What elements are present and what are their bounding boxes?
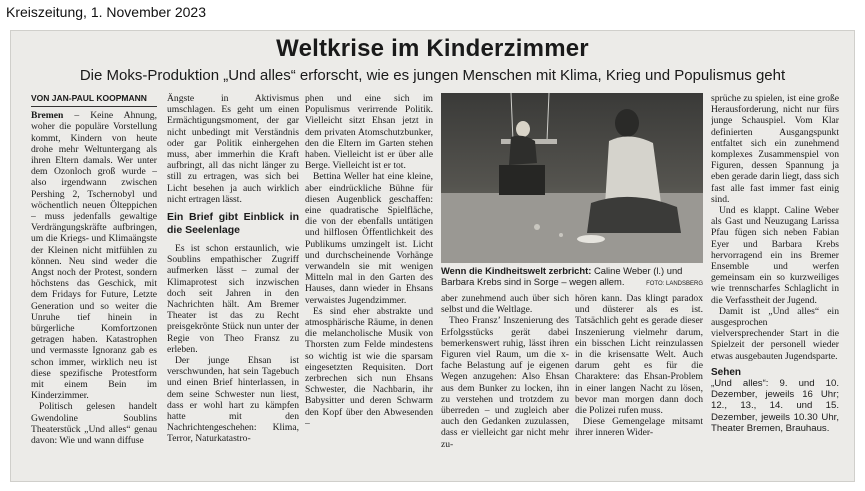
newspaper-source-label: Kreiszeitung, 1. November 2023 [6,4,206,20]
dateline: Bremen [31,110,64,122]
article-column-2 [167,93,299,479]
paragraph: sprüche zu spielen, ist eine große Herausforderung, nicht nur fürs junge Schauspiel. Vom Klar definierten Ausgangspunkt entfaltet sich ein zunehmend komplexes Zusammenspiel von Figuren, dessen Spannung ja eben gerade darin liegt, dass sich fast alle fast immer fast einig sind. [711,93,839,205]
article-column-1 [31,93,157,479]
article-headline: Weltkrise im Kinderzimmer [276,35,589,62]
article-column-3 [305,93,433,479]
paragraph: Es ist schon erstaunlich, wie Soublins empathischer Zugriff aufmerken lässt – zumal der Klimaprotest sich inzwischen doch seit Jahren in den Nachrichten hält. Am Bremer Theater ist das zu Recht preisgekrönte Stück nun unter der Regie von Theo Fransz zu erleben. [167,243,299,355]
newspaper-clipping [10,30,855,482]
article-byline: VON JAN-PAUL KOOPMANN [31,93,157,107]
caption-lead: Wenn die Kindheitswelt zerbricht: [441,265,592,276]
article-column-6 [711,93,839,479]
paragraph: Und es klappt. Caline Weber als Gast und Neuzugang Larissa Pfau fügen sich neben Fabian Eyer und Barbara Krebs hervorragend ein ins Bremer Ensemble und werfen gemeinsam ein so kurzweiliges wie trennscharfes Schlaglicht in die Verfasstheit der Jugend. [711,205,839,306]
article-column-5 [575,293,703,479]
paragraph: Bettina Weller hat eine kleine, aber eindrückliche Bühne für diesen Augenblick geschaffen: eine quadratische Spielfläche, die von der ebenfalls untätigen und hilflosen Öffentlichkeit des Publikums umzingelt ist. Licht und durchscheinende Vorhänge verwandeln sie mit wenigen Mitteln mal in den Garten des Hauses, dann wieder in Ehsans verwaistes Jugendzimmer. [305,171,433,306]
photo-credit: FOTO: LANDSBERG [646,281,703,287]
paragraph: Der junge Ehsan ist verschwunden, hat sein Tagebuch und einen Brief hinterlassen, in dem seine Schwester nun liest, dass er wohl hart zu kämpfen hatte mit den Nachrichtengeschehen: Klima, Terror, Naturkatastro- [167,355,299,445]
paragraph: Politisch gelesen handelt Gwendoline Soublins Theaterstück „Und alles“ genau davon: Wie und wann diffuse [31,401,157,447]
stage-photo-illustration [441,93,703,263]
paragraph: Ängste in Aktivismus umschlagen. Es geht um einen Ermächtigungsmoment, der gar nicht unbedingt mit Verständnis oder gar Politik einhergehen muss, aber immerhin die Kraft aufbringt, all das nicht länger zu still zu ertragen, was sich bei Licht besehen ja auch wirklich nicht ertragen lässt. [167,93,299,205]
paragraph: phen und eine sich im Populismus verirrende Politik. Vielleicht sitzt Ehsan jetzt in dem privaten Atomschutzbunker, den die Eltern im Garten stehen haben. Vielleicht ist er über alle Berge. Vielleicht ist er tot. [305,93,433,172]
performance-dates: „Und alles“: 9. und 10. Dezember, jeweils 16 Uhr; 12., 13., 14. und 15. Dezember, jeweils 10.30 Uhr, Theater Bremen, Brauhaus. [711,378,839,434]
paragraph: Damit ist „Und alles“ ein ausgesprochen vielversprechender Start in die Spielzeit der personell wieder etwas ausgebauten Jugendsparte. [711,305,839,362]
article-column-4 [441,293,569,479]
paragraph: Diese Gemengelage mitsamt ihrer inneren Wider- [575,416,703,439]
article-subheadline: Die Moks-Produktion „Und alles“ erforscht, wie es jungen Menschen mit Klima, Krieg und Populismus geht [79,67,786,84]
article-photo [441,93,703,263]
paragraph: Es sind eher abstrakte und atmosphärische Räume, in denen die melancholische Musik von Thorsten zum Felde mindestens so wichtig ist wie die sparsam eingesetzten Requisiten. Dort zerbrechen sich nun Ehsans Schwester, die Nachbarin, ihr Babysitter und deren Schwarm den Kopf über den Abwesenden – [305,305,433,429]
paragraph: Bremen – Keine Ahnung, woher die populäre Vorstellung kommt, Kindern von heute drohe mehr Weltuntergang als ihren Eltern damals. Wer unter dem Ozonloch groß wurde – also irgendwann zwischen Pershing 2, Tschernobyl und wöchentlich neuen Ölteppichen – muss jedenfalls gewaltige Verdrängungskräfte aufbringen, um die Kriegs- und Klimaängste der Kleinen nicht mitfühlen zu können. Neu sind weder die Angst noch der Protest, sondern höchstens das Geschick, mit dem Fridays for Future, Letzte Generation und so weiter die Unruhe tief hinein in bürgerliche Komfortzonen getragen haben. Katastrophen und vermasste Ignoranz gab es schon immer, wirklich neu ist diese spezifische Protestform mit einem Bein im Kinderzimmer. [31,110,157,402]
paragraph: Theo Fransz’ Inszenierung des Erfolgsstücks gerät dabei bemerkenswert ruhig, lässt ihren Figuren viel Raum, um die x-fache Belastung auf je eigenen Wegen anzugehen: Also Ehsan aus dem Bunker zu locken, ihn zu verstehen und trotzdem zu überreden – und zugleich aber auch den Gedanken zuzulassen, dass er vielleicht gar nicht mehr zu- [441,315,569,450]
paragraph: aber zunehmend auch über sich selbst und die Weltlage. [441,293,569,316]
paragraph: hören kann. Das klingt paradox und düsterer als es ist. Tatsächlich geht es gerade dieser Inszenierung vielmehr darum, ein bisschen Licht reinzulassen in die krisensatte Welt. Auch darum geht es für die Charaktere: das Ehsan-Problem in einer langen Nacht zu lösen, bevor man morgen dann doch die Polizei rufen muss. [575,293,703,417]
caption-text: Caline Weber (l.) und Barbara Krebs sind in Sorge – wegen allem. [441,265,683,287]
info-box-heading: Sehen [711,366,742,378]
section-subheading: Ein Brief gibt Einblick in die Seelenlage [167,211,299,237]
photo-caption [441,265,703,290]
